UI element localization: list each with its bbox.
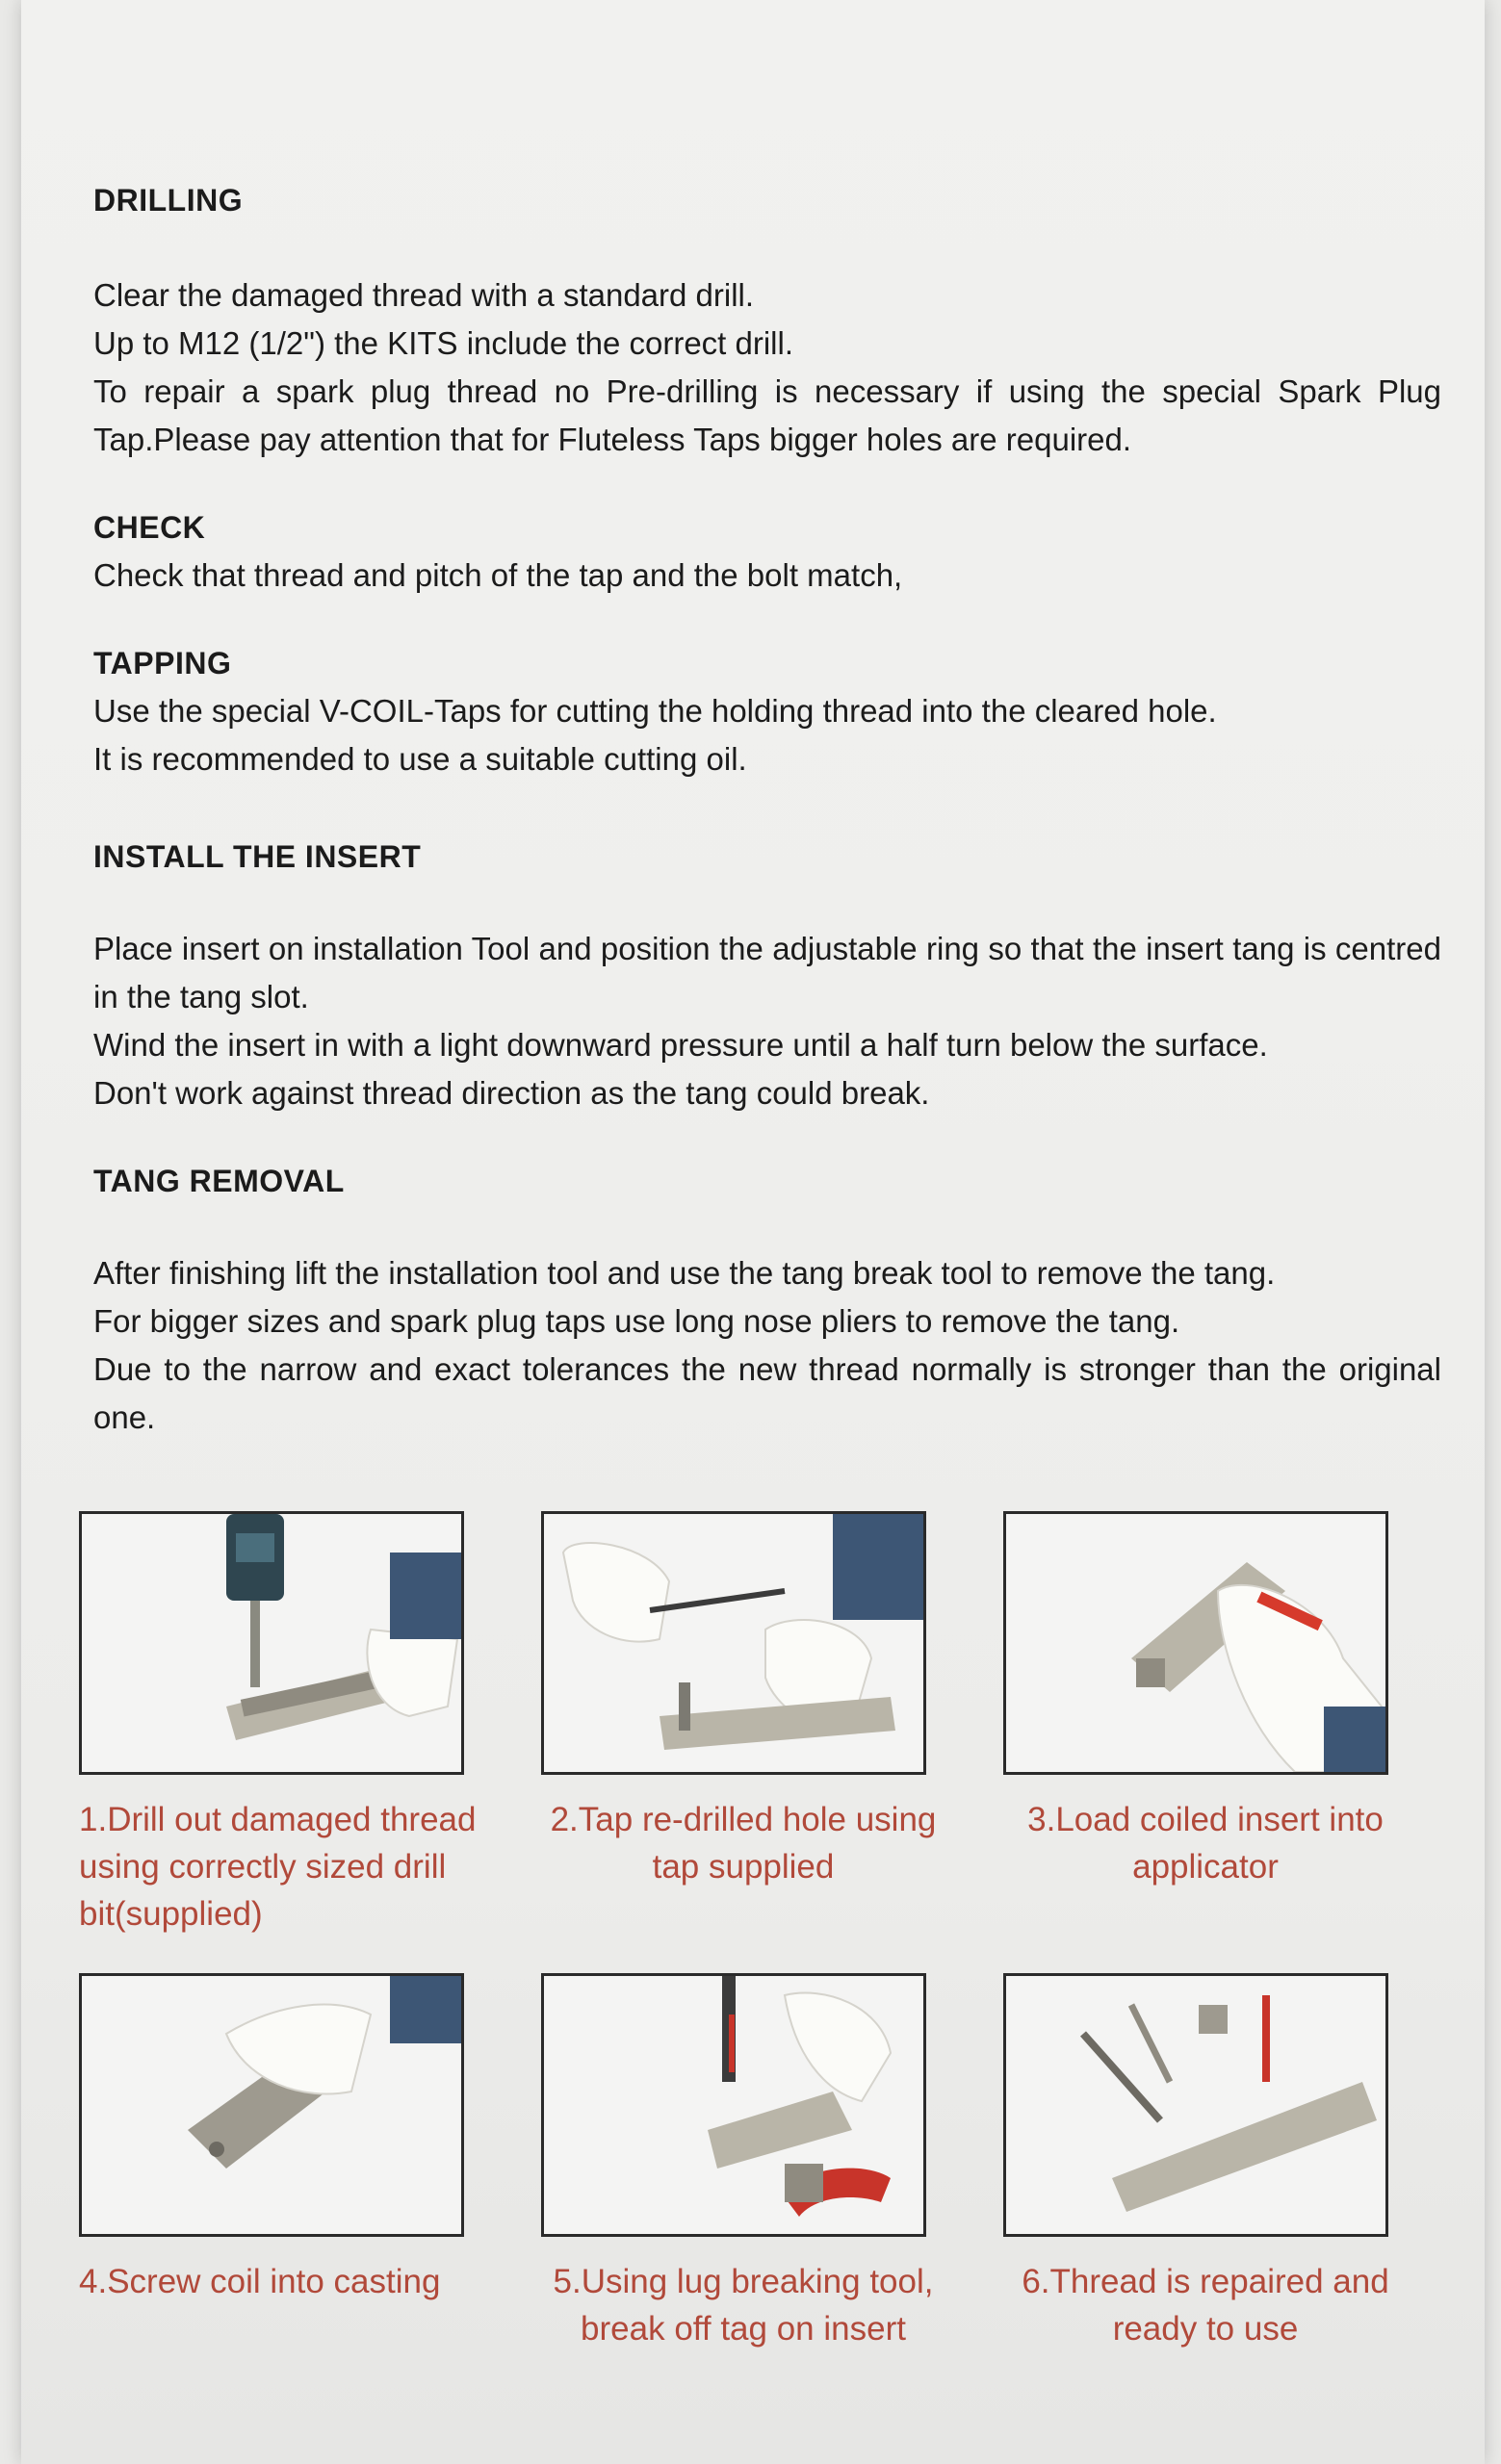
step-caption: 1.Drill out damaged thread using correctly sized drill bit(supplied) [79, 1801, 477, 1933]
tang-line: For bigger sizes and spark plug taps use long nose pliers to remove the tang. [93, 1303, 1180, 1339]
step-caption: 5.Using lug breaking tool, break off tag on insert [553, 2263, 934, 2348]
tapping-line: It is recommended to use a suitable cutting oil. [93, 741, 747, 777]
step-4 [79, 1973, 541, 2387]
heading-tang-removal: TANG REMOVAL [93, 1164, 345, 1198]
section-tang-removal [93, 1164, 1441, 1442]
tang-line: Due to the narrow and exact tolerances the new thread normally is stronger than the original one. [93, 1351, 1441, 1435]
instruction-sheet [21, 0, 1485, 2464]
repaired-thread-photo [1003, 1973, 1388, 2237]
step-3 [1003, 1511, 1465, 1925]
tang-line: After finishing lift the installation tool and use the tang break tool to remove the tang. [93, 1255, 1276, 1291]
install-line: Don't work against thread direction as the tang could break. [93, 1075, 930, 1111]
step-caption: 6.Thread is repaired and ready to use [1022, 2263, 1389, 2348]
load-insert-photo [1003, 1511, 1388, 1775]
install-line: Wind the insert in with a light downward pressure until a half turn below the surface. [93, 1027, 1268, 1063]
instructions-text [93, 183, 1441, 1442]
step-6 [1003, 1973, 1465, 2387]
drilling-line: To repair a spark plug thread no Pre-drilling is necessary if using the special Spark Plug Tap.Please pay attention that for Fluteless Taps bigger holes are required. [93, 373, 1441, 457]
screw-coil-photo [79, 1973, 464, 2237]
break-tang-photo [541, 1973, 926, 2237]
heading-install: INSTALL THE INSERT [93, 839, 422, 874]
drilling-line: Up to M12 (1/2") the KITS include the correct drill. [93, 325, 794, 361]
step-2 [541, 1511, 1003, 1925]
heading-drilling: DRILLING [93, 183, 244, 218]
section-install [93, 839, 1441, 1117]
install-line: Place insert on installation Tool and position the adjustable ring so that the insert tang is centred in the tang slot. [93, 931, 1441, 1014]
section-tapping [93, 646, 1441, 783]
section-drilling [93, 183, 1441, 464]
heading-tapping: TAPPING [93, 646, 232, 680]
step-1 [79, 1511, 541, 1933]
check-line: Check that thread and pitch of the tap and the bolt match, [93, 557, 903, 593]
step-caption: 2.Tap re-drilled hole using tap supplied [550, 1801, 937, 1886]
steps-grid [79, 1511, 1465, 2387]
tapping-line: Use the special V-COIL-Taps for cutting the holding thread into the cleared hole. [93, 693, 1217, 729]
tap-photo [541, 1511, 926, 1775]
step-caption: 3.Load coiled insert into applicator [1027, 1801, 1384, 1886]
heading-check: CHECK [93, 510, 206, 545]
section-check [93, 510, 1441, 600]
step-5 [541, 1973, 1003, 2387]
drilling-line: Clear the damaged thread with a standard drill. [93, 277, 755, 313]
step-caption: 4.Screw coil into casting [79, 2263, 441, 2300]
drill-photo [79, 1511, 464, 1775]
